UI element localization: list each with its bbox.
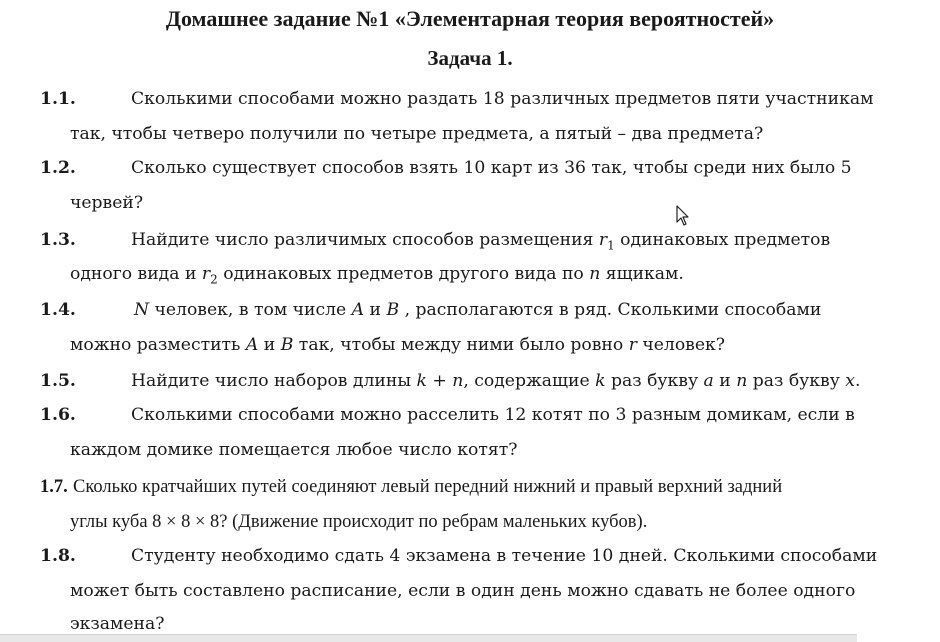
text-segment: ящикам. [600,264,684,284]
problem-text: Студенту необходимо сдать 4 экзамена в течение 10 дней. Сколькими способами [131,546,878,566]
problem-number: 1.3. [40,230,76,250]
math-variable: N [134,300,150,320]
math-variable: x [845,371,855,391]
text-segment: раз букву [605,371,704,391]
problem-text [131,371,860,391]
math-variable: B [280,335,294,355]
text-segment: так, чтобы между ними было ровно [293,335,629,355]
text-segment: можно разместить [70,335,246,355]
math-variable: a [703,371,714,391]
problem-text: Сколько кратчайших путей соединяют левый передний нижний и правый верхний задний [73,477,783,497]
text-segment: . [854,371,861,391]
text-segment: , содержащие [463,371,596,391]
math-variable: A [245,335,259,355]
problem-text: каждом домике помещается любое число котят? [70,440,518,460]
math-variable: n [736,371,748,391]
problem-text: Сколькими способами можно раздать 18 различных предметов пяти участникам [131,89,874,109]
mouse-cursor-icon [676,205,690,227]
text-segment: , располагаются в ряд. Сколькими способами [399,300,822,320]
math-variable: B [386,300,400,320]
problem-number: 1.7. [40,477,68,497]
problem-text: Сколько существует способов взять 10 карт из 36 так, чтобы среди них было 5 [131,158,852,178]
problem-text [70,264,684,289]
text-segment: и [713,371,737,391]
text-segment: Найдите число наборов длины [131,371,417,391]
math-variable: A [351,300,365,320]
problem-text: углы куба 8 × 8 × 8? (Движение происходит по ребрам маленьких кубов). [70,512,648,532]
bottom-scroll-strip [0,634,857,642]
task-heading: Задача 1. [427,46,513,70]
problem-text: так, чтобы четверо получили по четыре предмета, а пятый – два предмета? [70,124,764,144]
text-segment: человек? [636,335,725,355]
problem-text: Сколькими способами можно расселить 12 котят по 3 разным домикам, если в [131,405,855,425]
math-variable: r [598,230,608,250]
problem-text: экзамена? [70,614,165,634]
problem-text [134,300,821,320]
math-subscript: 1 [607,238,615,253]
math-variable: k [595,371,606,391]
problem-text: червей? [70,193,144,213]
text-segment: и [258,335,281,355]
math-expression: k + n [416,371,464,391]
text-segment: одинаковых предметов другого вида по [217,264,590,284]
text-segment: и [364,300,387,320]
text-segment: одного вида и [70,264,202,284]
math-variable: r [201,264,211,284]
problem-text: может быть составлено расписание, если в один день можно сдавать не более одного [70,581,856,601]
text-segment: одинаковых предметов [614,230,831,250]
problem-number: 1.5. [40,371,76,391]
problem-text [131,230,830,255]
problem-number: 1.1. [40,89,76,109]
text-segment: раз букву [747,371,846,391]
problem-number: 1.8. [40,546,76,566]
math-subscript: 2 [210,272,218,287]
problem-number: 1.6. [40,405,76,425]
problem-number: 1.2. [40,158,76,178]
document-title: Домашнее задание №1 «Элементарная теория вероятностей» [165,6,775,31]
text-segment: человек, в том числе [149,300,352,320]
text-segment: Найдите число различимых способов размещения [131,230,599,250]
math-variable: n [589,264,601,284]
math-variable: r [628,335,637,355]
problem-text [70,335,725,355]
problem-number: 1.4. [40,300,76,320]
